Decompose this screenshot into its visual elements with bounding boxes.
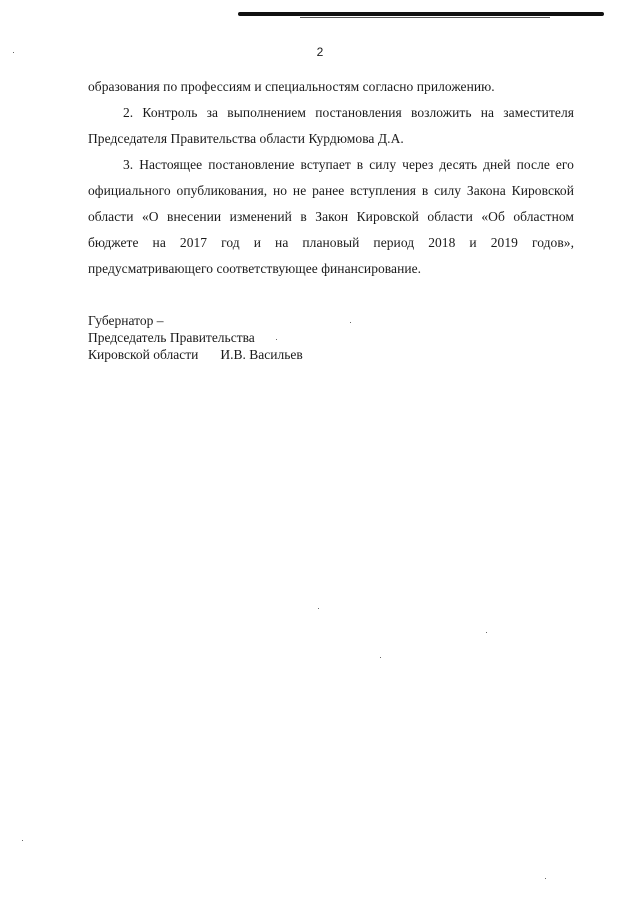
paragraph-2: 2. Контроль за выполнением постановления возложить на заместителя Председателя Правительства области Курдюмова Д.А.: [88, 105, 574, 146]
signature-block: [88, 312, 388, 363]
scan-speck: [276, 339, 277, 340]
paragraph-continuation: образования по профессиям и специальностям согласно приложению.: [88, 79, 495, 94]
document-body: [88, 74, 574, 282]
scan-artifact-line: [300, 17, 550, 18]
scan-speck: [22, 840, 23, 841]
scan-speck: [380, 657, 381, 658]
scan-speck: [486, 632, 487, 633]
signature-title-line-2: Председатель Правительства: [88, 330, 255, 345]
scan-speck: [545, 878, 546, 879]
signature-region: Кировской области: [88, 347, 199, 362]
scan-speck: [13, 52, 14, 53]
scan-speck: [318, 608, 319, 609]
signature-title-line-1: Губернатор –: [88, 313, 164, 328]
signature-title-line-3: [88, 346, 388, 363]
scan-artifact-bar: [238, 12, 604, 16]
paragraph-3: 3. Настоящее постановление вступает в силу через десять дней после его официального опубликования, но не ранее вступления в силу Закона Кировской области «О внесении изменений в Закон Кировской области «Об областном бюджете на 2017 год и на плановый период 2018 и 2019 годов», предусматривающего соответствующее финансирование.: [88, 157, 574, 276]
signature-name: И.В. Васильев: [220, 347, 303, 362]
scan-speck: [350, 322, 351, 323]
page-number: 2: [316, 45, 324, 59]
